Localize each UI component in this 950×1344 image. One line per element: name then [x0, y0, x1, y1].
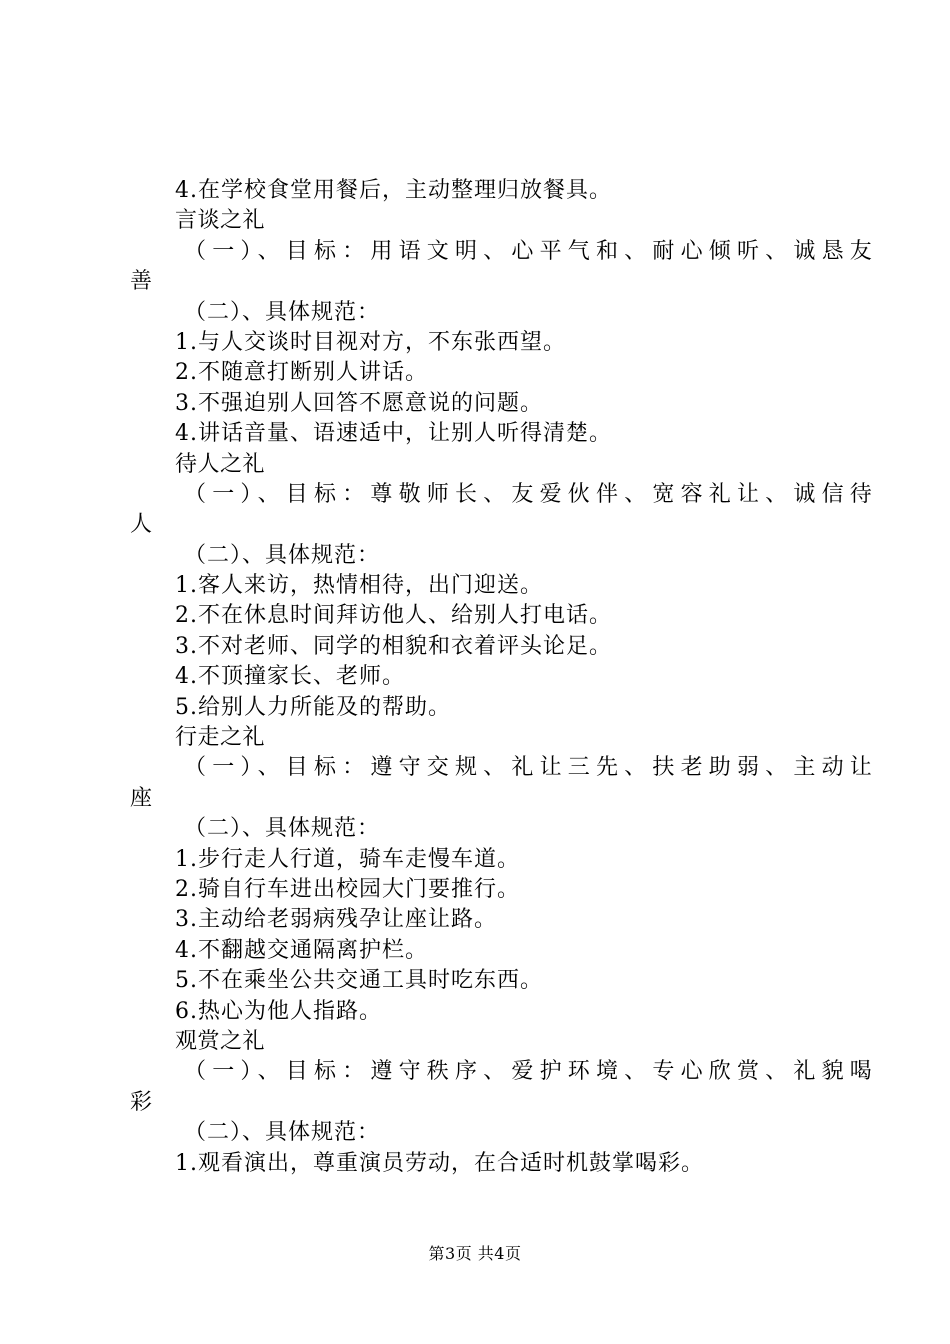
text-line: 4.在学校食堂用餐后，主动整理归放餐具。: [175, 178, 612, 203]
goal-line: （一）、目标：遵守交规、礼让三先、扶老助弱、主动让: [184, 755, 879, 781]
subheading: （二）、具体规范：: [184, 1120, 381, 1146]
section-heading: 待人之礼: [175, 451, 266, 477]
goal-line-wrap: 座: [130, 785, 154, 811]
text-line: 5.给别人力所能及的帮助。: [175, 694, 451, 720]
text-line: 3.不强迫别人回答不愿意说的问题。: [175, 390, 543, 416]
text-line: 3.不对老师、同学的相貌和衣着评头论足。: [175, 633, 612, 659]
text-line: 1.步行走人行道，骑车走慢车道。: [175, 846, 520, 872]
section-heading: 言谈之礼: [175, 208, 266, 234]
goal-line-wrap: 彩: [130, 1089, 154, 1115]
goal-line: （一）、目标：用语文明、心平气和、耐心倾听、诚恳友: [184, 238, 879, 264]
page-footer: 第3页 共4页: [428, 1244, 522, 1263]
text-line: 4.不顶撞家长、老师。: [175, 664, 405, 690]
text-line: 6.热心为他人指路。: [175, 998, 382, 1024]
text-line: 1.与人交谈时目视对方，不东张西望。: [175, 329, 566, 355]
text-line: 1.观看演出，尊重演员劳动，在合适时机鼓掌喝彩。: [175, 1150, 704, 1176]
text-line: 1.客人来访，热情相待，出门迎送。: [175, 573, 543, 599]
goal-line: （一）、目标：尊敬师长、友爱伙伴、宽容礼让、诚信待: [184, 481, 879, 507]
text-line: 4.不翻越交通隔离护栏。: [175, 937, 428, 963]
goal-line: （一）、目标：遵守秩序、爱护环境、专心欣赏、礼貌喝: [184, 1059, 879, 1085]
goal-line-wrap: 人: [130, 512, 154, 538]
text-line: 2.不随意打断别人讲话。: [175, 360, 428, 386]
text-line: 2.不在休息时间拜访他人、给别人打电话。: [175, 603, 612, 629]
text-line: 4.讲话音量、语速适中，让别人听得清楚。: [175, 421, 612, 447]
subheading: （二）、具体规范：: [184, 816, 381, 842]
document-body: [130, 176, 879, 1179]
goal-line-wrap: 善: [130, 269, 154, 295]
subheading: （二）、具体规范：: [184, 542, 381, 568]
text-line: 3.主动给老弱病残孕让座让路。: [175, 907, 497, 933]
subheading: （二）、具体规范：: [184, 299, 381, 325]
section-heading: 行走之礼: [175, 725, 266, 751]
section-heading: 观赏之礼: [175, 1028, 266, 1054]
text-line: 5.不在乘坐公共交通工具时吃东西。: [175, 968, 543, 994]
text-line: 2.骑自行车进出校园大门要推行。: [175, 876, 520, 902]
